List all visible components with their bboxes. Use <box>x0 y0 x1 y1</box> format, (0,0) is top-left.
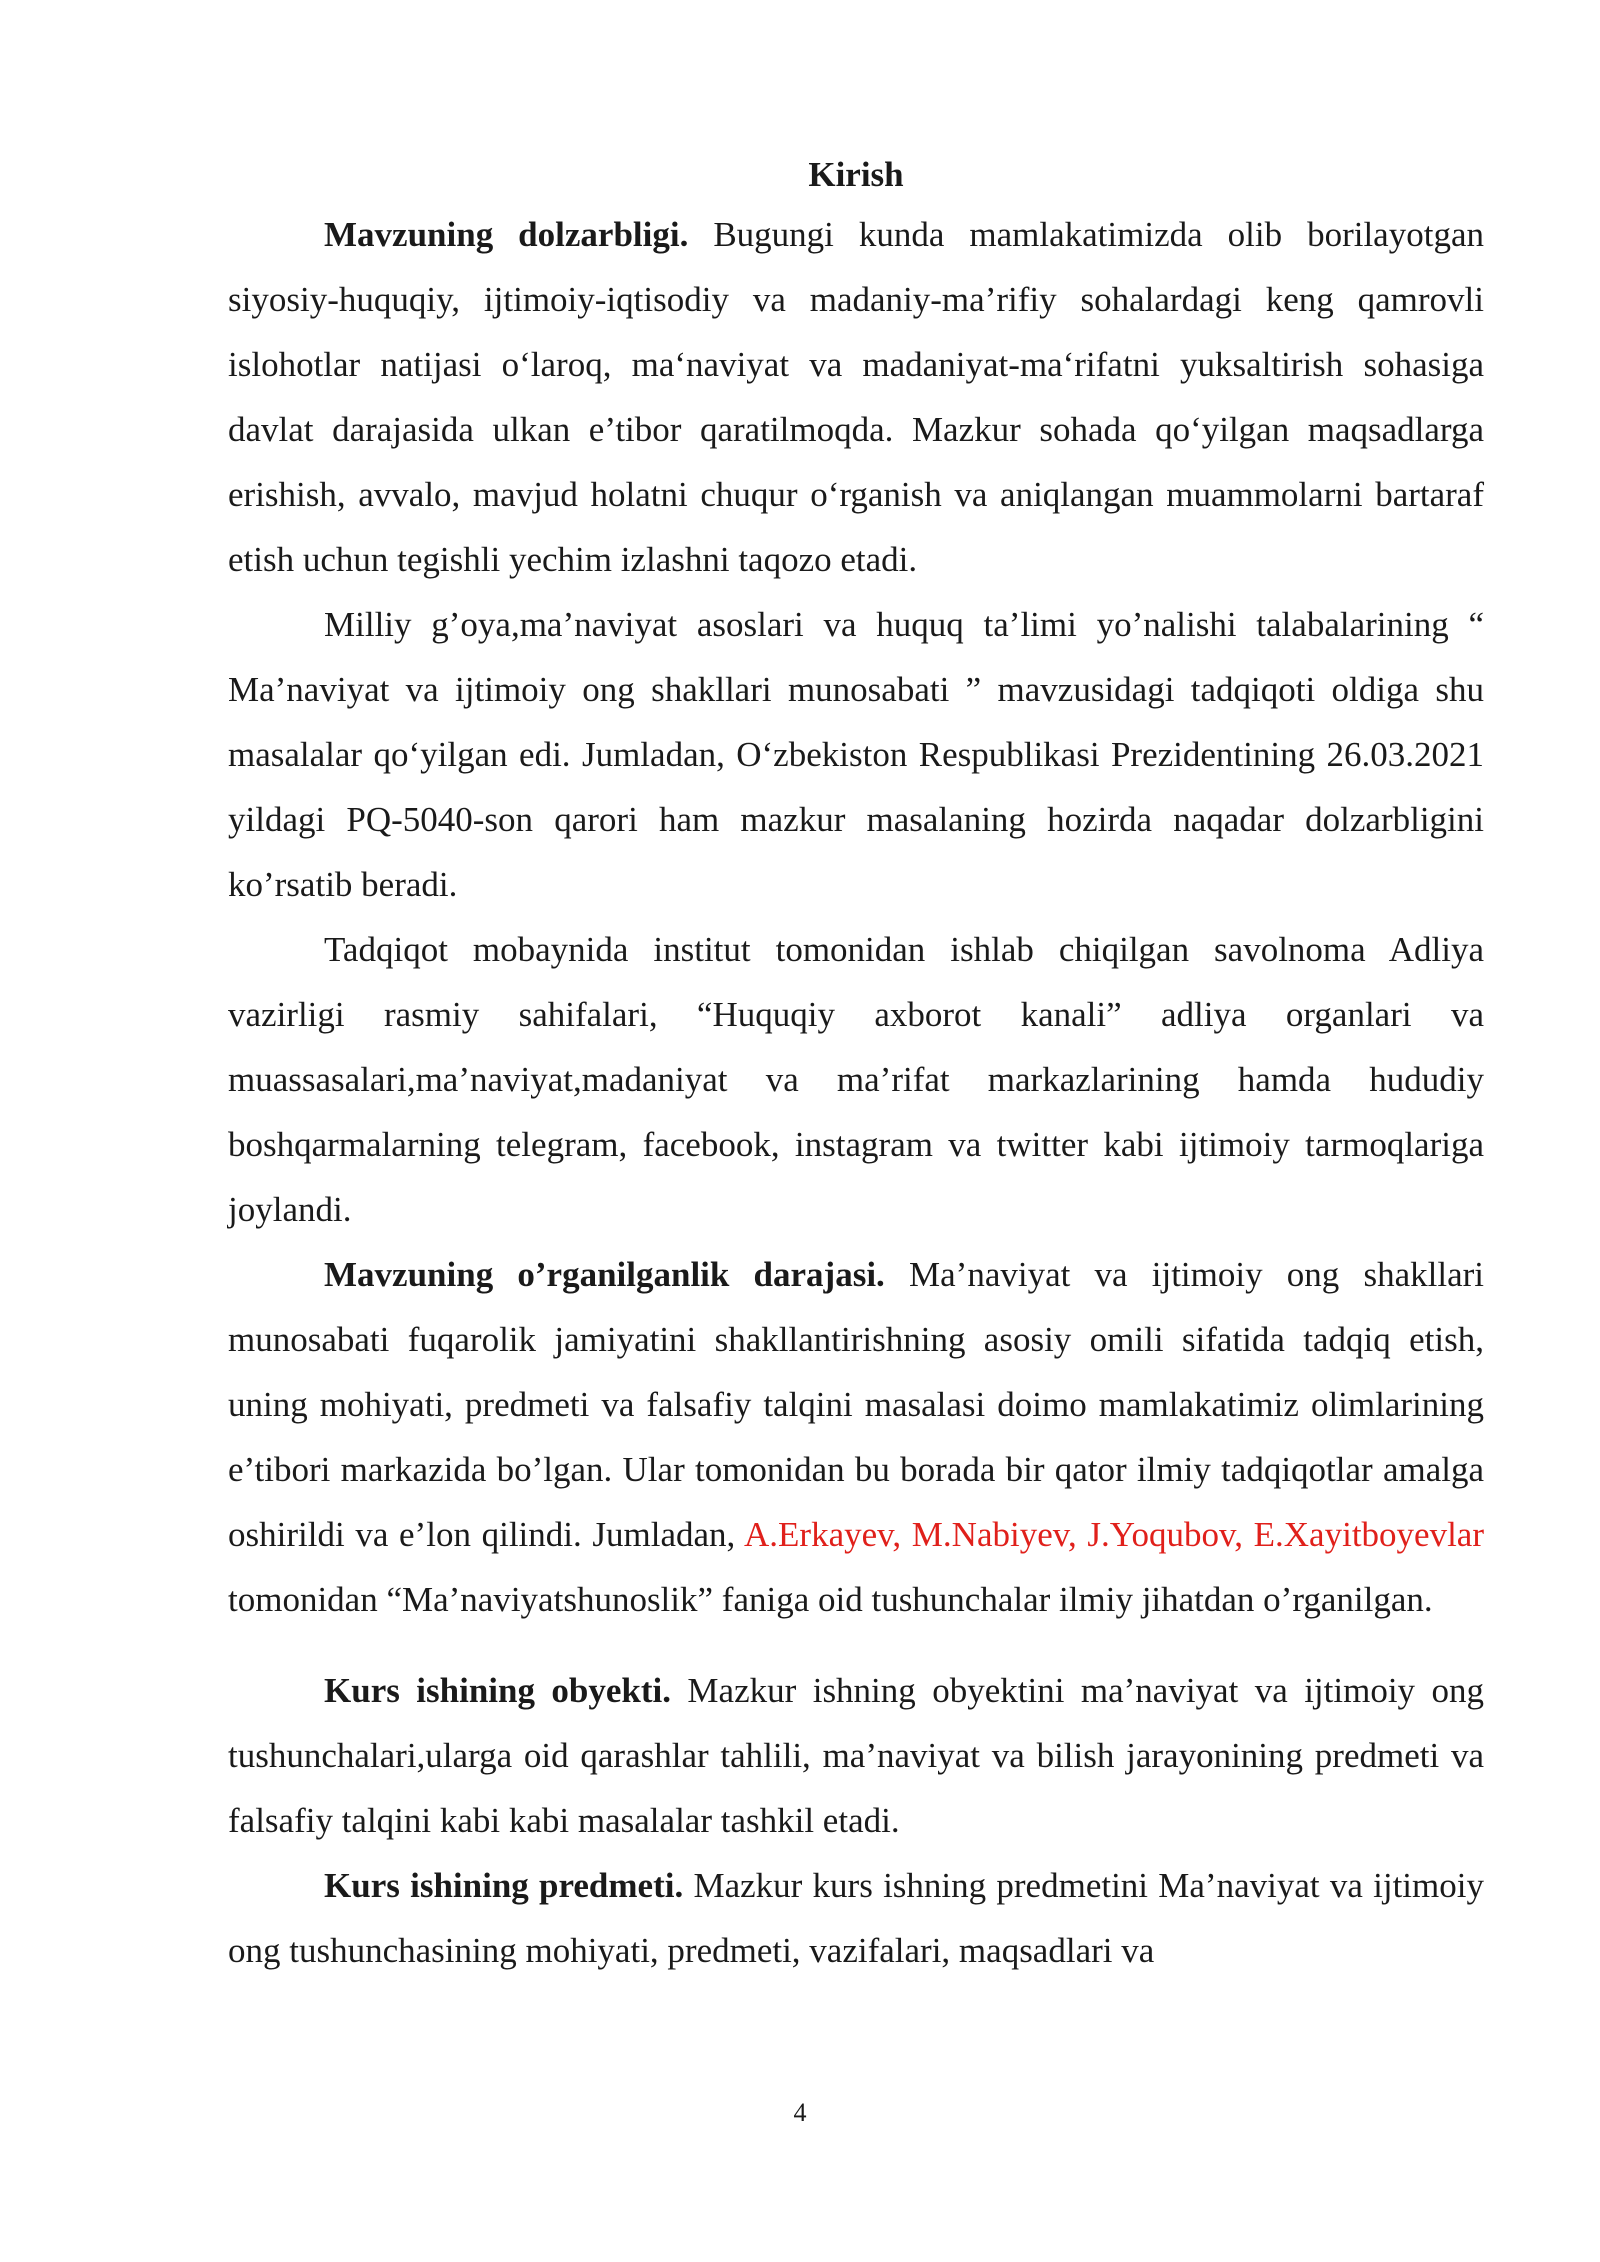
paragraph-object <box>228 1658 1484 1853</box>
highlighted-authors: A.Erkayev, M.Nabiyev, J.Yoqubov, E.Xayitboyevlar <box>744 1515 1484 1554</box>
page-number: 4 <box>793 2098 807 2127</box>
page-content <box>228 148 1484 1983</box>
section-title: Kirish <box>808 155 904 194</box>
paragraph-text: Mazkur ishning obyektini ma’naviyat va ijtimoiy ong tushunchalari,ularga oid qarashlar tahlili, ma’naviyat va bilish jarayonining predmeti va falsafiy talqini kabi kabi masalalar tashkil etadi. <box>228 1671 1484 1840</box>
paragraph-survey <box>228 917 1484 1242</box>
paragraph-lead: Kurs ishining predmeti. <box>324 1866 684 1905</box>
paragraph-lead: Mavzuning o’rganilganlik darajasi. <box>324 1255 885 1294</box>
paragraph-research-task <box>228 592 1484 917</box>
paragraph-text: Bugungi kunda mamlakatimizda olib borilayotgan siyosiy-huquqiy, ijtimoiy-iqtisodiy va madaniy-ma’rifiy sohalardagi keng qamrovli islohotlar natijasi o‘laroq, ma‘naviyat va madaniyat-ma‘rifatni yuksaltirish sohasiga davlat darajasida ulkan e’tibor qaratilmoqda. Mazkur sohada qo‘yilgan maqsadlarga erishish, avvalo, mavjud holatni chuqur o‘rganish va aniqlangan muammolarni bartaraf etish uchun tegishli yechim izlashni taqozo etadi. <box>228 215 1484 579</box>
paragraph-text: Ma’naviyat va ijtimoiy ong shakllari munosabati fuqarolik jamiyatini shakllantirishning asosiy omili sifatida tadqiq etish, uning mohiyati, predmeti va falsafiy talqini masalasi doimo mamlakatimiz olimlarining e’tibori markazida bo’lgan. Ular tomonidan bu borada bir qator ilmiy tadqiqotlar amalga oshirildi va e’lon qilindi. Jumladan, <box>228 1255 1484 1554</box>
paragraph-lead: Kurs ishining obyekti. <box>324 1671 671 1710</box>
paragraph-relevance <box>228 202 1484 592</box>
paragraph-text: Tadqiqot mobaynida institut tomonidan ishlab chiqilgan savolnoma Adliya vazirligi rasmiy sahifalari, “Huquqiy axborot kanali” adliya organlari va muassasalari,ma’naviyat,madaniyat va ma’rifat markazlarining hamda hududiy boshqarmalarning telegram, facebook, instagram va twitter kabi ijtimoiy tarmoqlariga joylandi. <box>228 930 1484 1229</box>
paragraph-text: Milliy g’oya,ma’naviyat asoslari va huquq ta’limi yo’nalishi talabalarining “ Ma’naviyat va ijtimoiy ong shakllari munosabati ” mavzusidagi tadqiqoti oldiga shu masalalar qo‘yilgan edi. Jumladan, O‘zbekiston Respublikasi Prezidentining 26.03.2021 yildagi PQ-5040-son qarori ham mazkur masalaning hozirda naqadar dolzarbligini ko’rsatib beradi. <box>228 605 1484 904</box>
paragraph-text: Mazkur kurs ishning predmetini Ma’naviyat va ijtimoiy ong tushunchasining mohiyati, predmeti, vazifalari, maqsadlari va <box>228 1866 1484 1970</box>
paragraph-subject <box>228 1853 1484 1983</box>
paragraph-study-level <box>228 1242 1484 1632</box>
paragraph-lead: Mavzuning dolzarbligi. <box>324 215 689 254</box>
paragraph-text-after: tomonidan “Ma’naviyatshunoslik” faniga oid tushunchalar ilmiy jihatdan o’rganilgan. <box>228 1580 1433 1619</box>
